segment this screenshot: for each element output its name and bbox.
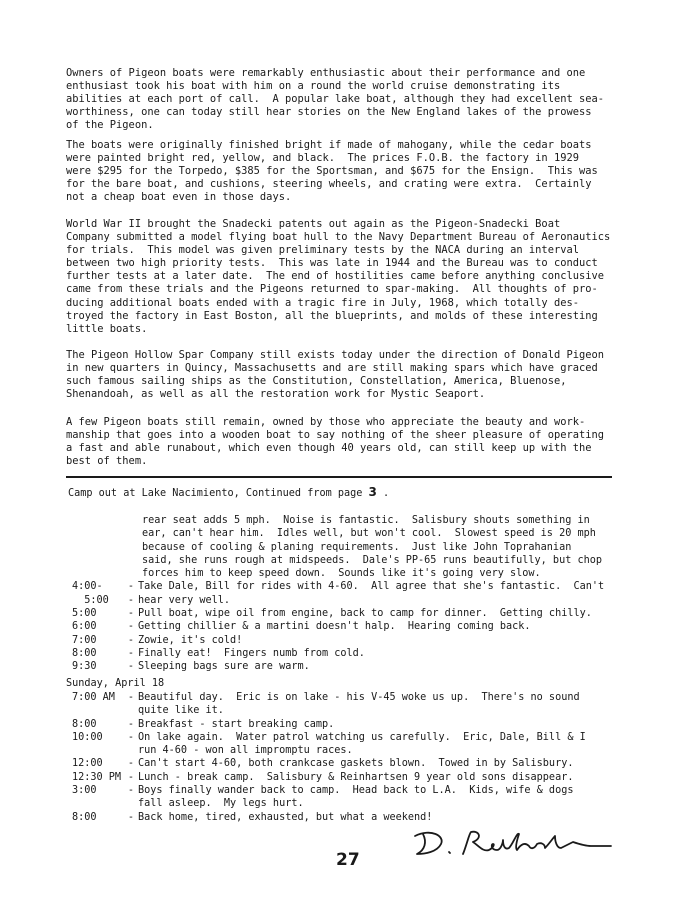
camp-log-day2: [72, 691, 642, 824]
log-dash: -: [127, 608, 135, 620]
log-text: Finally eat! Fingers numb from cold.: [138, 647, 365, 659]
continued-suffix: .: [383, 488, 390, 499]
log-dash: -: [127, 758, 135, 770]
log-dash: -: [127, 594, 135, 606]
log-entry: [72, 660, 642, 673]
log-entry: [72, 731, 642, 758]
log-intro: rear seat adds 5 mph. Noise is fantastic. Salisbury shouts something in ear, can't hear him. Idles well, but won't cool. Slowest speed is 20 mph because of cooling & planing requirements. Just like John Toprahanian said, she runs rough at midspeeds. Dale's PP-65 runs beautifully, but chop forces him to keep speed down. Sounds like it's going very slow.: [142, 515, 603, 580]
log-dash: -: [127, 634, 135, 646]
log-time: 9:30: [72, 661, 97, 673]
log-time: 7:00 AM: [72, 692, 115, 703]
log-dash: -: [127, 731, 135, 743]
log-entry: [72, 607, 642, 620]
section-divider: [66, 476, 612, 478]
log-dash: -: [127, 581, 135, 593]
log-text: Boys finally wander back to camp. Head back to L.A. Kids, wife & dogs fall asleep. My legs hurt.: [138, 785, 574, 810]
page-number: 27: [336, 850, 360, 870]
continued-text: Camp out at Lake Nacimiento, Continued from page: [68, 488, 363, 499]
log-text: Can't start 4-60, both crankcase gaskets blown. Towed in by Salisbury.: [138, 758, 574, 770]
camp-log-day1: [72, 514, 642, 674]
log-time: 8:00: [72, 718, 97, 730]
continued-line: [68, 485, 389, 499]
log-entry: [72, 580, 642, 593]
log-text: hear very well.: [138, 594, 231, 606]
log-text: Take Dale, Bill for rides with 4-60. All agree that she's fantastic. Can't: [138, 581, 605, 593]
log-entry: [72, 647, 642, 660]
log-text: Breakfast - start breaking camp.: [138, 718, 335, 730]
log-text: Pull boat, wipe oil from engine, back to camp for dinner. Getting chilly.: [138, 608, 592, 620]
log-time: 4:00-: [72, 581, 103, 593]
log-text: Getting chillier & a martini doesn't halp. Hearing coming back.: [138, 621, 531, 633]
log-entry: [72, 757, 642, 770]
log-time: 8:00: [72, 811, 97, 823]
log-dash: -: [127, 771, 135, 783]
log-dash: -: [127, 718, 135, 730]
paragraph-remaining-boats: A few Pigeon boats still remain, owned by those who appreciate the beauty and work- manship that goes into a wooden boat to say nothing of the sheer pleasure of operating a fast and able runabout, which even though 40 years old, can still keep up with the best of them.: [66, 416, 604, 468]
paragraph-owners: Owners of Pigeon boats were remarkably enthusiastic about their performance and one enthusiast took his boat with him on a round the world cruise demonstrating its abilities at each port of call. A popular lake boat, although they had excellent sea- worthiness, one can today still hear stories on the New England lakes of the prowess of the Pigeon.: [66, 67, 604, 132]
log-entry: [72, 620, 642, 633]
log-time: 10:00: [72, 731, 103, 743]
log-time: 5:00: [72, 594, 109, 606]
log-dash: -: [127, 621, 135, 633]
log-dash: -: [127, 647, 135, 659]
log-entry: [72, 634, 642, 647]
log-time: 12:00: [72, 758, 103, 770]
log-entry: [72, 691, 642, 718]
log-time: 5:00: [72, 608, 97, 620]
log-text: Beautiful day. Eric is on lake - his V-45 woke us up. There's no sound quite like it.: [138, 692, 580, 717]
log-dash: -: [127, 661, 135, 673]
log-text: On lake again. Water patrol watching us carefully. Eric, Dale, Bill & I run 4-60 - won all impromptu races.: [138, 731, 586, 757]
paragraph-spar-company: The Pigeon Hollow Spar Company still exists today under the direction of Donald Pigeon in new quarters in Quincy, Massachusetts and are still making spars which have graced such famous sailing ships as the Constitution, Constellation, America, Bluenose, Shenandoah, as well as all the restoration work for Mystic Seaport.: [66, 349, 604, 401]
paragraph-prices: The boats were originally finished bright if made of mahogany, while the cedar boats were painted bright red, yellow, and black. The prices F.O.B. the factory in 1929 were $295 for the Torpedo, $385 for the Sportsman, and $675 for the Ensign. This was for the bare boat, and cushions, steering wheels, and crating were extra. Certainly not a cheap boat even in those days.: [66, 139, 598, 204]
log-text: Lunch - break camp. Salisbury & Reinhartsen 9 year old sons disappear.: [138, 771, 574, 783]
log-dash: -: [127, 692, 135, 703]
log-dash: -: [127, 785, 135, 797]
log-time: 12:30 PM: [72, 771, 122, 783]
day2-heading: Sunday, April 18: [66, 678, 165, 689]
log-time: 8:00: [72, 647, 97, 659]
log-text: Back home, tired, exhausted, but what a weekend!: [138, 811, 433, 823]
log-entry: [72, 718, 642, 731]
continued-page[interactable]: 3: [368, 485, 377, 499]
log-dash: -: [127, 811, 135, 823]
log-time: 3:00: [72, 785, 97, 797]
paragraph-world-war-ii: World War II brought the Snadecki patents out again as the Pigeon-Snadecki Boat Company submitted a model flying boat hull to the Navy Department Bureau of Aeronautics for trials. This model was given preliminary tests by the NACA during an interval between two high priority tests. This was late in 1944 and the Bureau was to conduct further tests at a later date. The end of hostilities came before anything conclusive came from these trials and the Pigeons returned to spar-making. All thoughts of pro- ducing additional boats ended with a tragic fire in July, 1968, which totally des- troyed the factory in East Boston, all the blueprints, and molds of these interesting little boats.: [66, 218, 611, 335]
log-entry: [72, 811, 642, 824]
signature: [405, 826, 615, 860]
log-entry: [72, 784, 642, 811]
log-entry: [72, 771, 642, 784]
log-entry: [72, 594, 642, 607]
log-time: 7:00: [72, 634, 97, 646]
log-text: Zowie, it's cold!: [138, 634, 243, 646]
log-time: 6:00: [72, 621, 97, 633]
log-text: Sleeping bags sure are warm.: [138, 661, 310, 673]
